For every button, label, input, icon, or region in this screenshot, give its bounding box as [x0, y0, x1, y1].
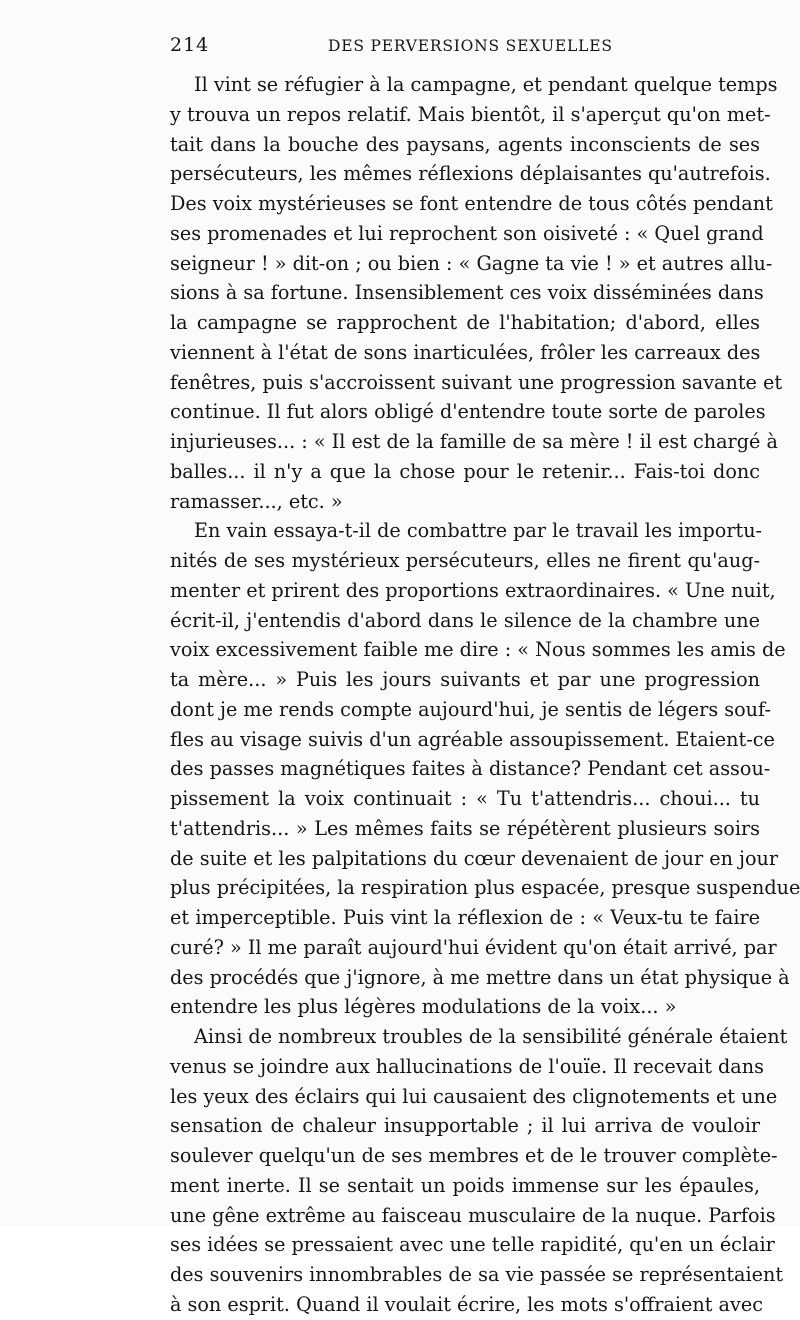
text-line: persécuteurs, les mêmes réflexions déplaisantes qu'autrefois. [170, 162, 771, 186]
text-line: sensation de chaleur insupportable ; il lui arriva de vouloir [170, 1114, 760, 1138]
text-line: entendre les plus légères modulations de la voix... » [170, 995, 677, 1019]
body-text [170, 70, 800, 1320]
text-line: menter et prirent des proportions extraordinaires. « Une nuit, [170, 578, 776, 602]
text-line: tait dans la bouche des paysans, agents inconscients de ses [170, 132, 760, 156]
text-line: venus se joindre aux hallucinations de l'ouïe. Il recevait dans [170, 1054, 764, 1078]
text-line: dont je me rends compte aujourd'hui, je sentis de légers souf- [170, 697, 771, 721]
text-line: soulever quelqu'un de ses membres et de le trouver complète- [170, 1144, 778, 1167]
text-line: ses idées se pressaient avec une telle rapidité, qu'en un éclair [170, 1233, 775, 1257]
text-line: de suite et les palpitations du cœur devenaient de jour en jour [170, 846, 779, 870]
running-title: DES PERVERSIONS SEXUELLES [328, 37, 613, 55]
text-line: et imperceptible. Puis vint la réflexion de : « Veux-tu te faire [170, 906, 760, 929]
text-line: des souvenirs innombrables de sa vie passée se représentaient [170, 1263, 784, 1286]
text-line: à son esprit. Quand il voulait écrire, les mots s'offraient avec [170, 1292, 763, 1316]
text-line: des procédés que j'ignore, à me mettre dans un état physique à [170, 965, 790, 989]
text-line: viennent à l'état de sons inarticulées, frôler les carreaux des [170, 340, 761, 364]
text-line: fles au visage suivis d'un agréable assoupissement. Etaient-ce [170, 727, 775, 751]
text-line: curé? » Il me paraît aujourd'hui évident qu'on était arrivé, par [170, 935, 777, 959]
text-line: ment inerte. Il se sentait un poids immense sur les épaules, [170, 1173, 760, 1197]
text-line: écrit-il, j'entendis d'abord dans le silence de la chambre une [170, 608, 760, 632]
text-line: nités de ses mystérieux persécuteurs, elles ne firent qu'aug- [170, 549, 760, 572]
text-line: une gêne extrême au faisceau musculaire de la nuque. Parfois [170, 1203, 776, 1227]
text-line: injurieuses... : « Il est de la famille de sa mère ! il est chargé à [170, 430, 778, 453]
text-line: ramasser..., etc. » [170, 489, 343, 513]
text-line: des passes magnétiques faites à distance? Pendant cet assou- [170, 757, 771, 781]
text-line: voix excessivement faible me dire : « Nous sommes les amis de [170, 638, 786, 662]
page-number: 214 [170, 34, 210, 56]
text-line: la campagne se rapprochent de l'habitation; d'abord, elles [170, 311, 760, 334]
text-line: seigneur ! » dit-on ; ou bien : « Gagne ta vie ! » et autres allu- [170, 251, 773, 275]
text-line: continue. Il fut alors obligé d'entendre toute sorte de paroles [170, 400, 766, 424]
text-line: Ainsi de nombreux troubles de la sensibilité générale étaient [194, 1025, 788, 1048]
text-line: t'attendris... » Les mêmes faits se répétèrent plusieurs soirs [170, 816, 760, 840]
text-line: ses promenades et lui reprochent son oisiveté : « Quel grand [170, 221, 764, 245]
text-line: En vain essaya-t-il de combattre par le travail les importu- [194, 519, 763, 543]
text-line: sions à sa fortune. Insensiblement ces voix disséminées dans [170, 281, 764, 305]
text-line: Il vint se réfugier à la campagne, et pendant quelque temps [194, 73, 778, 96]
text-line: Des voix mystérieuses se font entendre de tous côtés pendant [170, 192, 773, 215]
page-header [170, 34, 770, 62]
text-line: balles... il n'y a que la chose pour le retenir... Fais-toi donc [170, 459, 760, 483]
text-line: plus précipitées, la respiration plus espacée, presque suspendue [170, 876, 800, 900]
text-line: pissement la voix continuait : « Tu t'attendris... choui... tu [170, 787, 760, 810]
text-line: y trouva un repos relatif. Mais bientôt, il s'aperçut qu'on met- [170, 102, 771, 126]
text-line: ta mère... » Puis les jours suivants et par une progression [170, 668, 760, 691]
text-line: les yeux des éclairs qui lui causaient des clignotements et une [170, 1084, 778, 1108]
text-line: fenêtres, puis s'accroissent suivant une progression savante et [170, 370, 783, 394]
